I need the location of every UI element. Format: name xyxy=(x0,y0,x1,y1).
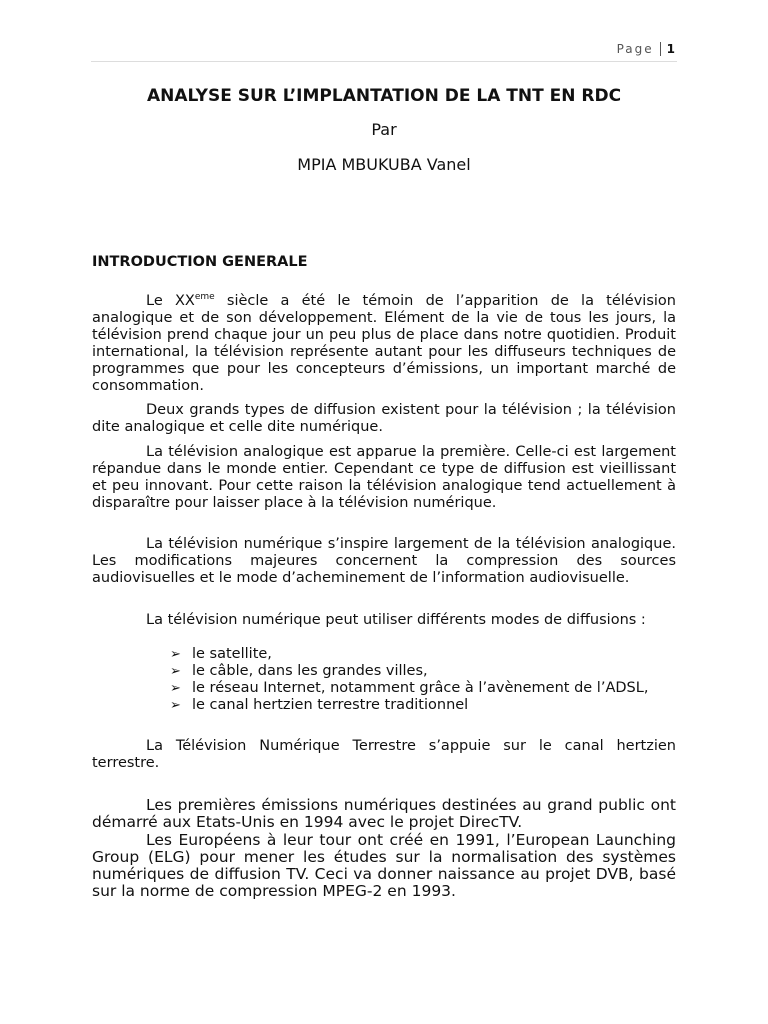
p3-text: La télévision analogique est apparue la première. Celle-ci est largement répandue dans le monde entier. Cependant ce type de diffusion est vieillissant et peu innovant. Pour cette raison la télévision analogique tend actuellement à disparaître pour laisser place à la télévision numérique. xyxy=(92,444,676,511)
p2-text: Deux grands types de diffusion existent pour la télévision ; la télévision dite analogique et celle dite numérique. xyxy=(92,402,676,435)
p8-text: Les Européens à leur tour ont créé en 1991, l’European Launching Group (ELG) pour mener les études sur la normalisation des systèmes numériques de diffusion TV. Ceci va donner naissance au projet DVB, basé sur la norme de compression MPEG-2 en 1993. xyxy=(92,831,676,900)
author-name: MPIA MBUKUBA Vanel xyxy=(297,155,471,174)
p7-text: Les premières émissions numériques destinées au grand public ont démarré aux Etats-Unis en 1994 avec le projet DirecTV. xyxy=(92,796,676,831)
header-divider xyxy=(660,42,661,56)
arrow-bullet-icon: ➢ xyxy=(170,647,181,662)
p4-text: La télévision numérique s’inspire largement de la télévision analogique. Les modifications majeures concernent la compression des sources audiovisuelles et le mode d’acheminement de l’information audiovisuelle. xyxy=(92,536,676,586)
header-rule xyxy=(91,61,677,62)
document-title: ANALYSE SUR L’IMPLANTATION DE LA TNT EN RDC xyxy=(146,86,622,106)
paragraph-4 xyxy=(92,536,676,587)
by-line: Par xyxy=(371,120,397,139)
p1-superscript: eme xyxy=(194,292,215,302)
arrow-bullet-icon: ➢ xyxy=(170,664,181,679)
paragraph-6 xyxy=(92,738,676,772)
p5-text: La télévision numérique peut utiliser différents modes de diffusions : xyxy=(146,612,646,628)
page-label: Page xyxy=(616,42,654,56)
section-heading: INTRODUCTION GENERALE xyxy=(92,254,308,270)
list-item: ➢ le réseau Internet, notamment grâce à l’avènement de l’ADSL, xyxy=(170,680,649,696)
list-item: ➢ le canal hertzien terrestre traditionnel xyxy=(170,697,469,713)
diffusion-modes-list xyxy=(170,646,676,714)
p6-text: La Télévision Numérique Terrestre s’appuie sur le canal hertzien terrestre. xyxy=(92,738,676,771)
paragraph-3 xyxy=(92,444,676,512)
page-number: 1 xyxy=(666,42,675,56)
arrow-bullet-icon: ➢ xyxy=(170,698,181,713)
page-header xyxy=(617,42,675,56)
paragraph-5 xyxy=(92,612,676,629)
list-item: ➢ le satellite, xyxy=(170,646,272,662)
paragraph-8 xyxy=(92,832,676,900)
paragraph-7 xyxy=(92,797,676,831)
paragraph-2 xyxy=(92,402,676,436)
arrow-bullet-icon: ➢ xyxy=(170,681,181,696)
paragraph-1 xyxy=(92,293,676,395)
p1-start: Le XX xyxy=(146,293,195,309)
p1-rest: siècle a été le témoin de l’apparition de la télévision analogique et de son développement. Elément de la vie de tous les jours, la télévision prend chaque jour un peu plus de place dans notre quotidien. Produit international, la télévision représente autant pour les diffuseurs techniques de programmes que pour les concepteurs d’émissions, un important marché de consommation. xyxy=(92,293,676,394)
list-item: ➢ le câble, dans les grandes villes, xyxy=(170,663,428,679)
